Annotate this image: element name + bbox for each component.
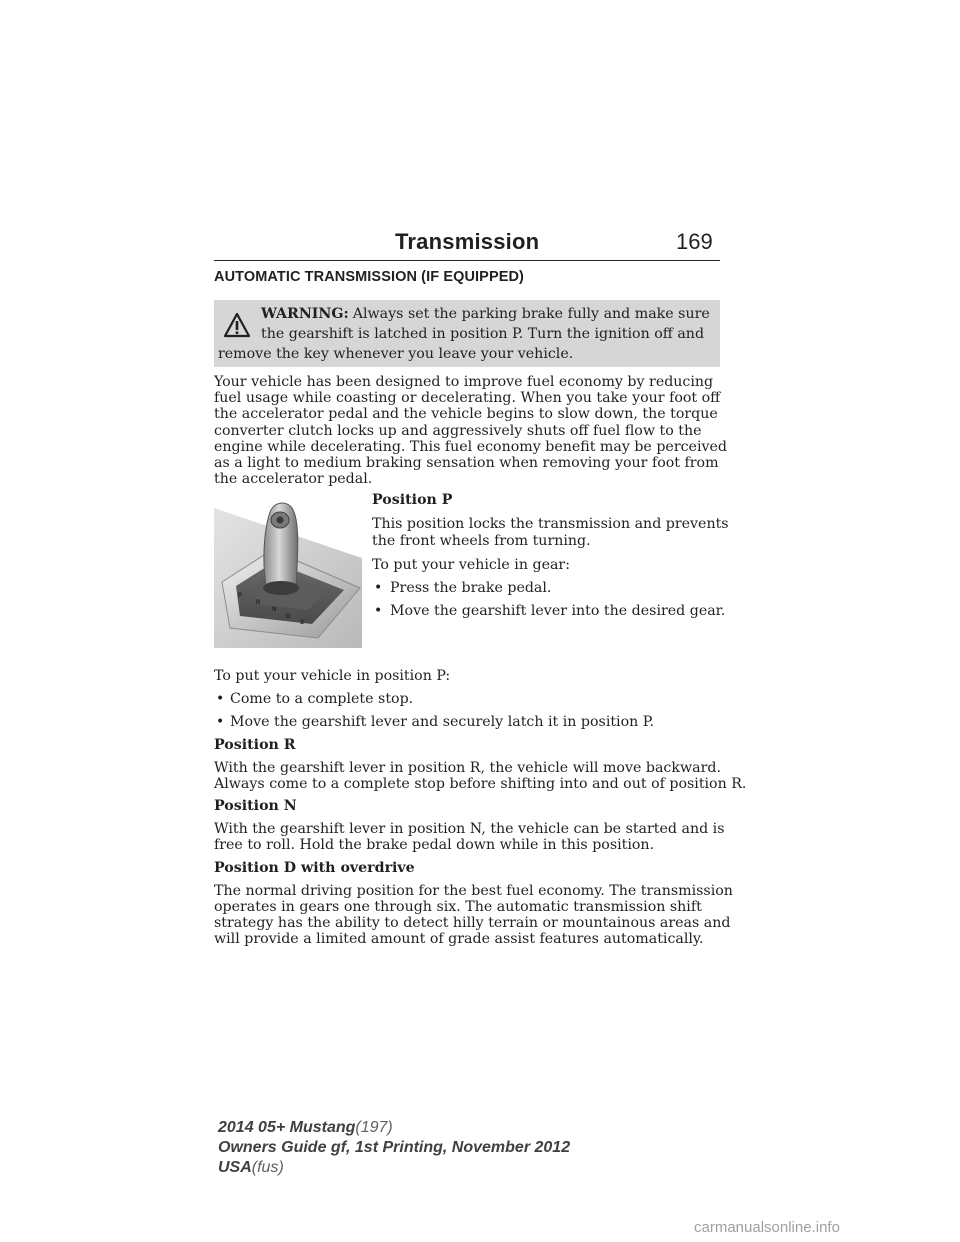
- footer-line-1: [218, 1118, 393, 1137]
- bullet-dot: •: [374, 603, 383, 619]
- position-n-heading: Position N: [214, 798, 297, 814]
- gate-letter-r: R: [256, 600, 261, 606]
- gate-letter-d: D: [286, 614, 291, 620]
- footer-market: USA: [218, 1159, 252, 1176]
- gate-letter-s: S: [300, 620, 305, 626]
- position-d-line: will provide a limited amount of grade assist features automatically.: [214, 931, 704, 947]
- footer-market-code: (fus): [251, 1159, 284, 1176]
- intro-line: as a light to medium braking sensation when removing your foot from: [214, 455, 719, 472]
- footer-line-3: [218, 1158, 284, 1177]
- warning-line-2: the gearshift is latched in position P. Turn the ignition off and: [261, 326, 705, 342]
- position-p-heading: Position P: [372, 492, 453, 508]
- watermark: carmanualsonline.info: [694, 1219, 840, 1236]
- position-r-line: With the gearshift lever in position R, the vehicle will move backward.: [214, 760, 721, 776]
- position-d-line: strategy has the ability to detect hilly terrain or mountainous areas and: [214, 915, 731, 931]
- bullet-dot: •: [216, 714, 225, 730]
- bullet-item: Move the gearshift lever into the desired gear.: [390, 603, 726, 619]
- page-header-title: Transmission: [395, 229, 540, 254]
- intro-line: converter clutch locks up and aggressively shuts off fuel flow to the: [214, 422, 702, 439]
- footer-model: 2014 05+ Mustang: [218, 1119, 356, 1136]
- header-rule: [214, 260, 720, 261]
- position-n-line: free to roll. Hold the brake pedal down while in this position.: [214, 837, 655, 853]
- intro-line: Your vehicle has been designed to improve fuel economy by reducing: [214, 374, 714, 390]
- warning-line-3: remove the key whenever you leave your vehicle.: [218, 346, 574, 362]
- intro-paragraph: [214, 374, 727, 487]
- gate-letter-p: P: [238, 593, 243, 599]
- gear-intro: To put your vehicle in gear:: [372, 557, 570, 573]
- warning-label: WARNING:: [261, 306, 349, 322]
- gate-letter-n: N: [272, 607, 277, 613]
- bullet-item: Move the gearshift lever and securely latch it in position P.: [230, 714, 654, 730]
- warning-line-1: [261, 304, 710, 325]
- park-intro: To put your vehicle in position P:: [214, 668, 451, 684]
- bullet-dot: •: [374, 580, 383, 596]
- warning-triangle-icon: [223, 312, 251, 338]
- section-heading: AUTOMATIC TRANSMISSION (IF EQUIPPED): [214, 269, 524, 285]
- position-d-heading: Position D with overdrive: [214, 860, 415, 876]
- footer-line-2: [218, 1138, 570, 1157]
- position-d-line: The normal driving position for the best fuel economy. The transmission: [214, 883, 733, 899]
- bullet-item: Come to a complete stop.: [230, 691, 414, 707]
- gearshift-lever-illustration: [214, 490, 362, 648]
- position-p-line-1: This position locks the transmission and prevents: [372, 516, 729, 532]
- footer-printing: Owners Guide gf, 1st Printing, November 2012: [218, 1139, 571, 1156]
- intro-line: the accelerator pedal and the vehicle begins to slow down, the torque: [214, 406, 718, 423]
- position-r-line: Always come to a complete stop before shifting into and out of position R.: [214, 776, 747, 792]
- page-number: 169: [676, 229, 713, 254]
- position-p-line-2: the front wheels from turning.: [372, 533, 591, 549]
- position-d-line: operates in gears one through six. The automatic transmission shift: [214, 899, 702, 915]
- intro-line: engine while decelerating. This fuel economy benefit may be perceived: [214, 438, 727, 455]
- position-r-heading: Position R: [214, 737, 296, 753]
- bullet-item: Press the brake pedal.: [390, 580, 552, 596]
- intro-line: the accelerator pedal.: [214, 471, 373, 488]
- bullet-dot: •: [216, 691, 225, 707]
- footer-page-ref: (197): [355, 1119, 393, 1136]
- position-n-line: With the gearshift lever in position N, the vehicle can be started and is: [214, 821, 725, 837]
- intro-line: fuel usage while coasting or decelerating. When you take your foot off: [214, 390, 721, 407]
- warning-text-1: Always set the parking brake fully and make sure: [352, 306, 710, 322]
